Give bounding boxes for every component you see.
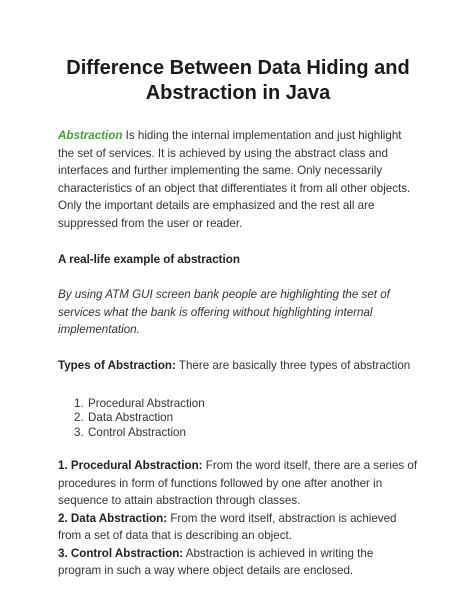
definition-text: Abstraction is achieved in writing the program in such a way where object details are enclosed. [58,546,374,578]
definition-term: 3. Control Abstraction: [58,546,184,560]
definitions-paragraph [58,457,418,580]
title-line-2: Abstraction in Java [145,82,331,104]
intro-term: Abstraction [58,129,123,142]
types-list [58,397,418,441]
list-item-number: 2. [74,411,84,425]
types-paragraph [58,357,418,375]
list-item-number: 3. [74,426,84,440]
definition-text: From the word itself, there are a series of procedures in form of functions followed by one after another in sequence to attain abstraction through classes. [58,458,418,508]
definition-text: From the word itself, abstraction is achieved from a set of data that is describing an object. [58,511,397,543]
definition-term: 1. Procedural Abstraction: [58,458,203,472]
intro-text: Is hiding the internal implementation and just highlight the set of services. It is achieved by using the abstract class and interfaces and further implementing the same. Only necessarily characteristics of an object that differentiates it from all other objects. Only the important details are emphasized and the rest all are suppressed from the user or reader. [58,129,411,230]
list-item-label: Control Abstraction [88,426,186,440]
title-line-1: Difference Between Data Hiding and [66,57,410,79]
definition-term: 2. Data Abstraction: [58,511,168,525]
example-heading: A real-life example of abstraction [58,252,240,266]
intro-paragraph [58,127,418,233]
list-item-number: 1. [74,396,84,410]
list-item [74,397,418,412]
types-text: There are basically three types of abstraction [175,358,411,372]
list-item [74,411,418,426]
types-label: Types of Abstraction: [58,358,176,372]
page-title [58,56,418,106]
list-item-label: Procedural Abstraction [88,396,205,410]
list-item-label: Data Abstraction [88,411,174,425]
example-paragraph: By using ATM GUI screen bank people are highlighting the set of services what the bank is offering without highlighting internal implementation. [58,288,390,337]
list-item [74,426,418,441]
